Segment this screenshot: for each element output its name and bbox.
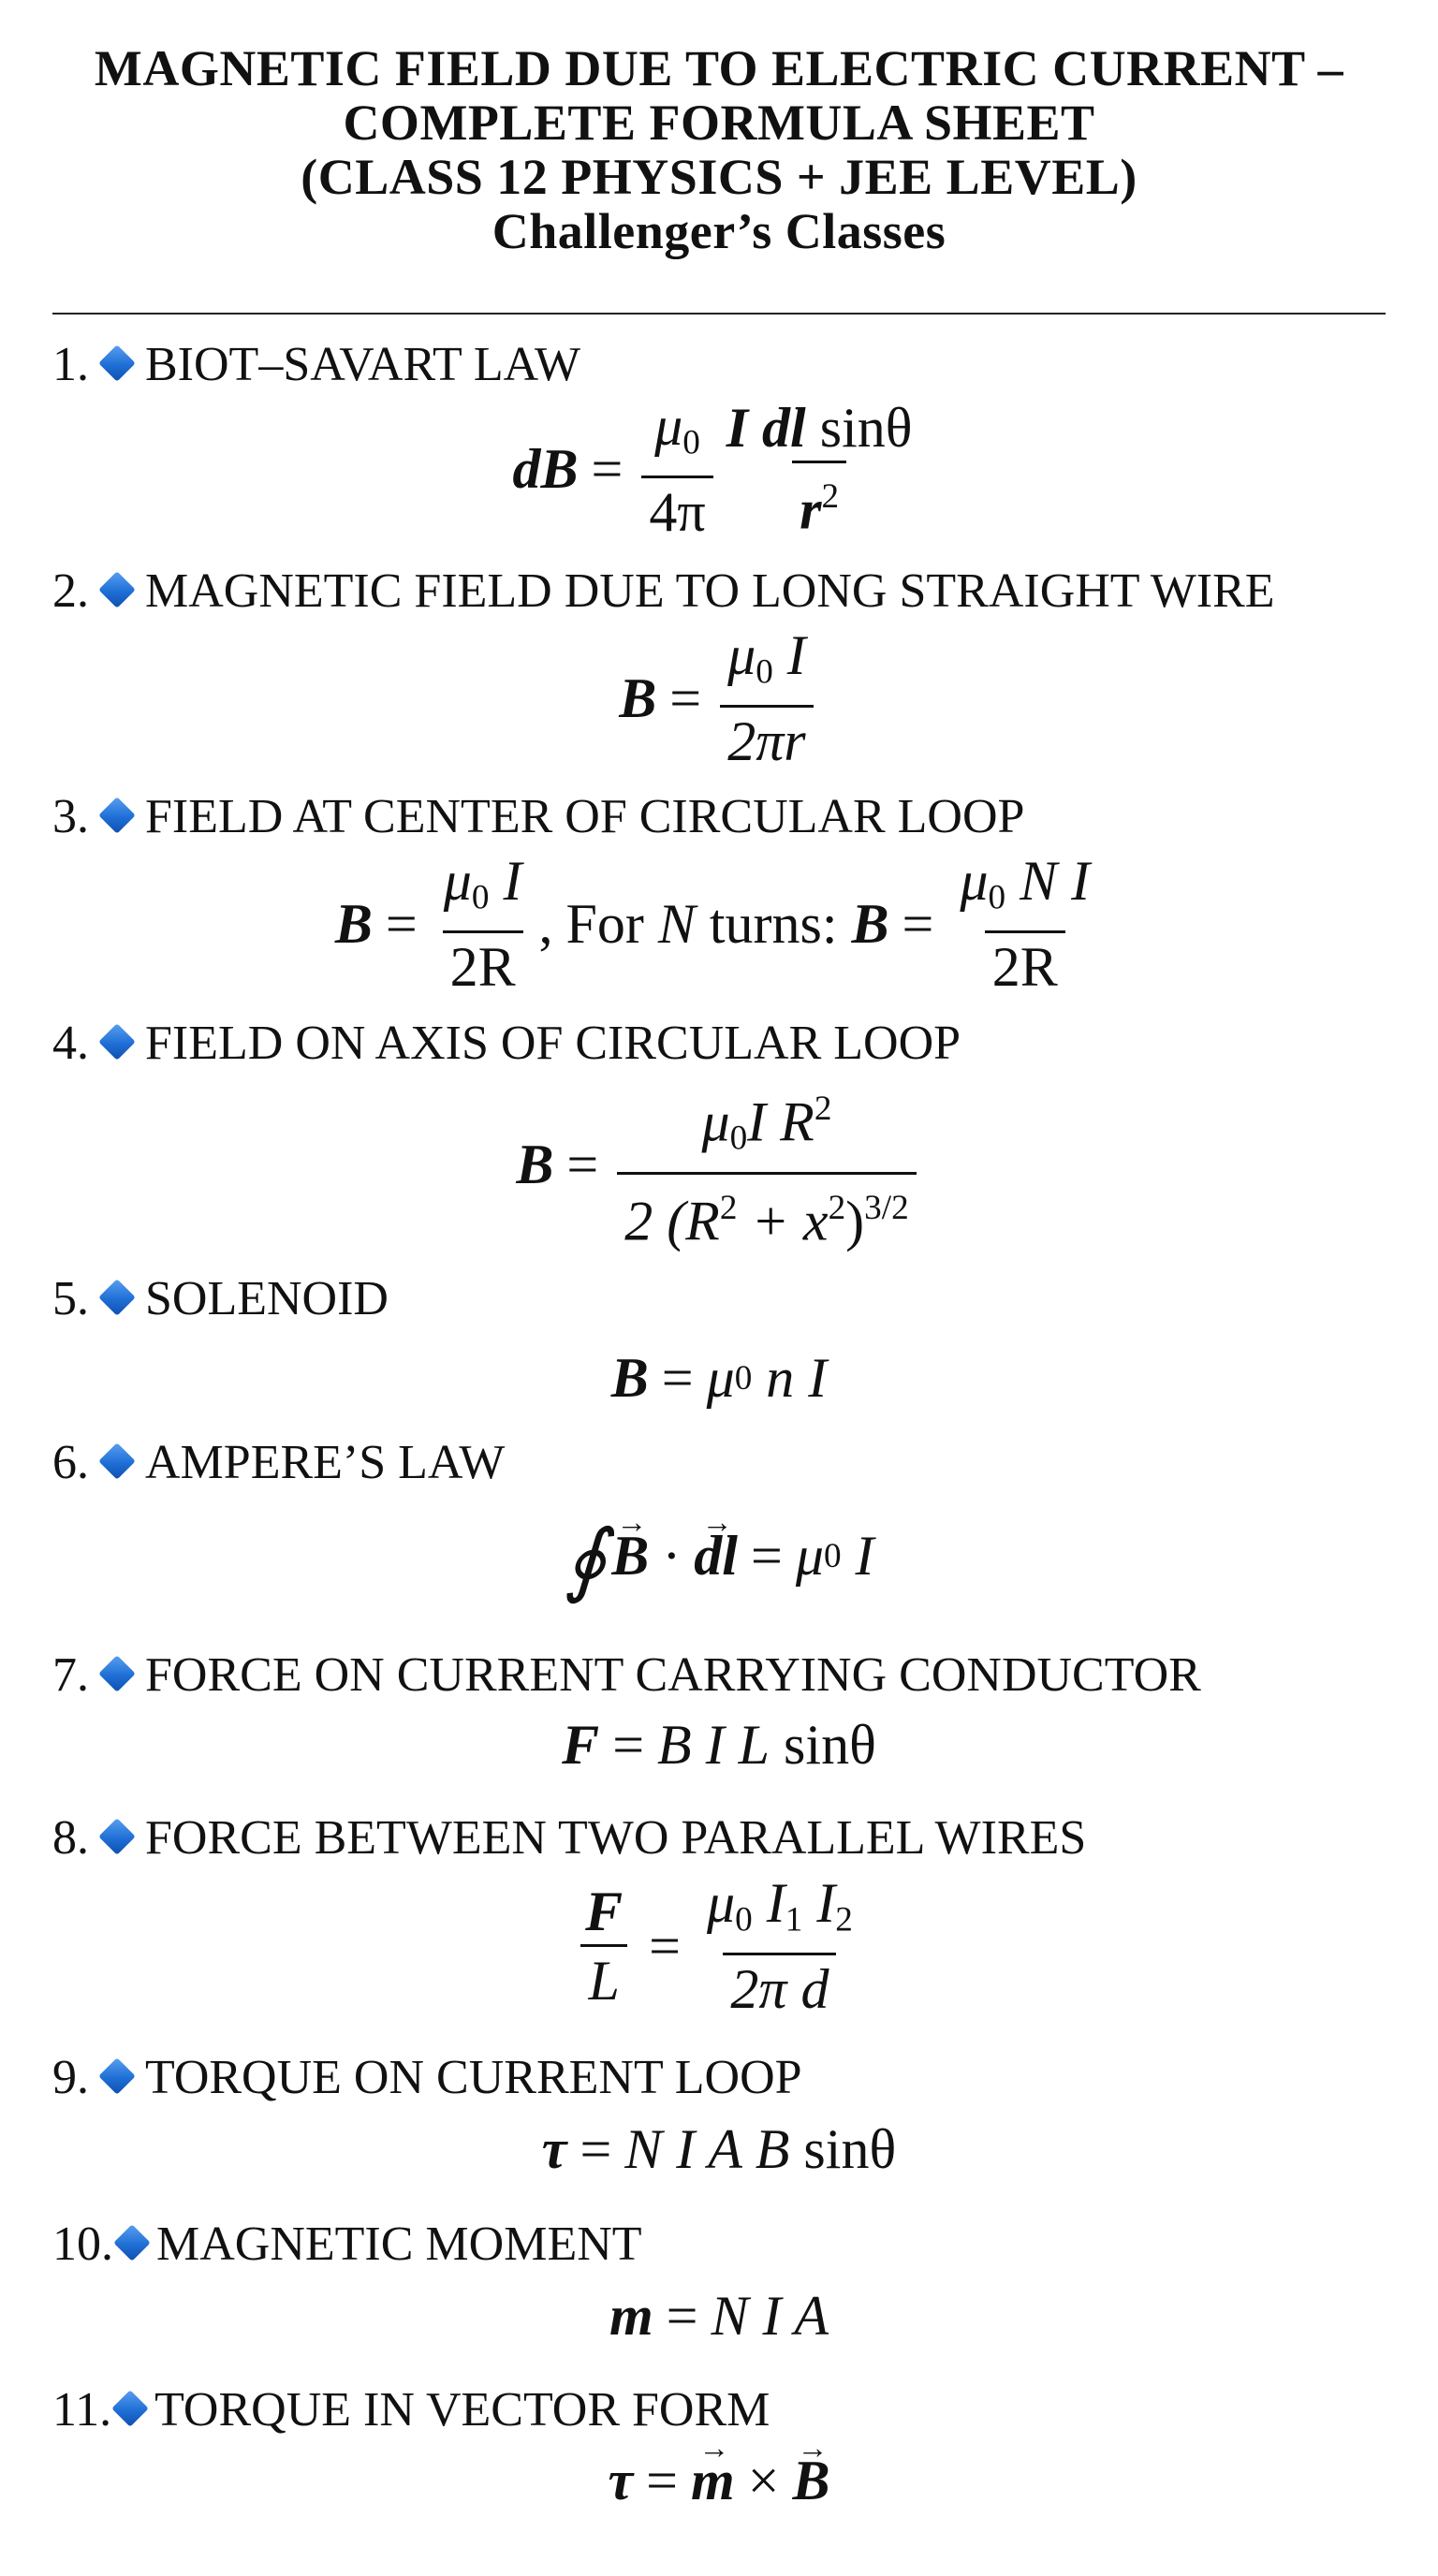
formula-text: F	[562, 1714, 600, 1776]
title-line-3: (CLASS 12 PHYSICS + JEE LEVEL)	[301, 149, 1137, 205]
formula-text: )	[845, 1189, 865, 1251]
formula-text: + x	[737, 1189, 829, 1251]
section-number: 8.	[52, 1811, 89, 1865]
section-title: FIELD AT CENTER OF CIRCULAR LOOP	[145, 790, 1025, 843]
formula-text: 3/2	[864, 1188, 909, 1227]
diamond-bullet-icon	[98, 1442, 136, 1480]
formula-text: m →	[691, 2449, 735, 2513]
formula-text: 1	[785, 1900, 803, 1939]
formula-text: B	[851, 893, 889, 956]
section-5-heading	[52, 1271, 389, 1327]
formula-text: dl →	[694, 1524, 738, 1588]
formula-text: I	[503, 850, 522, 912]
formula-text: 2	[821, 477, 840, 517]
formula-text: B	[619, 667, 657, 730]
formula-text: =	[566, 1134, 599, 1196]
formula-torque-vector	[0, 2449, 1438, 2513]
formula-text: sinθ	[819, 397, 913, 460]
section-title: TORQUE IN VECTOR FORM	[154, 2383, 770, 2437]
formula-text: τ	[608, 2450, 634, 2511]
fraction	[617, 1076, 916, 1254]
formula-text: μ	[443, 850, 472, 912]
formula-text: μ	[706, 1347, 735, 1409]
formula-text: =	[646, 2450, 678, 2511]
formula-text: 0	[682, 423, 700, 462]
formula-text: =	[666, 2285, 698, 2347]
formula-text: τ	[541, 2118, 567, 2180]
formula-text: 0	[988, 878, 1006, 917]
formula-text: ,	[538, 893, 553, 956]
formula-text: n I	[766, 1347, 828, 1409]
formula-text: F	[585, 1881, 624, 1943]
section-number: 10.	[52, 2217, 113, 2271]
formula-text: =	[612, 1714, 645, 1776]
formula-text: turns:	[709, 893, 838, 956]
diamond-bullet-icon	[98, 1023, 136, 1061]
section-number: 6.	[52, 1436, 89, 1489]
formula-text: N	[657, 893, 696, 956]
formula-text: B	[516, 1134, 554, 1196]
formula-ampere	[0, 1509, 1438, 1603]
fraction	[952, 848, 1097, 1001]
formula-text: 0	[729, 1119, 748, 1158]
formula-text: =	[661, 1347, 694, 1409]
formula-circular-center	[0, 848, 1438, 1001]
formula-text: N I	[1020, 850, 1091, 912]
section-9-heading	[52, 2050, 802, 2106]
formula-text: 0	[823, 1536, 842, 1575]
section-number: 2.	[52, 564, 89, 618]
formula-text: I	[786, 624, 806, 686]
section-2-heading	[52, 564, 1275, 620]
formula-text: μ	[707, 1872, 736, 1934]
section-title: MAGNETIC MOMENT	[156, 2217, 642, 2271]
formula-circular-axis	[0, 1076, 1438, 1254]
formula-text: =	[580, 2118, 612, 2180]
section-6-heading	[52, 1435, 505, 1491]
formula-text: 2 (R	[624, 1189, 720, 1251]
section-title: TORQUE ON CURRENT LOOP	[145, 2051, 802, 2104]
fraction	[641, 393, 712, 546]
formula-text: =	[385, 893, 418, 956]
formula-text: =	[669, 667, 702, 730]
section-number: 11.	[52, 2383, 112, 2437]
section-number: 4.	[52, 1017, 89, 1070]
section-title: BIOT–SAVART LAW	[145, 338, 581, 391]
formula-parallel-wires	[0, 1870, 1438, 2023]
formula-text: B I L	[657, 1714, 770, 1776]
section-number: 1.	[52, 338, 89, 391]
section-number: 5.	[52, 1272, 89, 1325]
section-title: FORCE BETWEEN TWO PARALLEL WIRES	[145, 1811, 1087, 1865]
section-number: 9.	[52, 2051, 89, 2104]
title-line-4: Challenger’s Classes	[492, 203, 946, 259]
fraction	[436, 848, 530, 1001]
diamond-bullet-icon	[98, 1279, 136, 1316]
section-title: FORCE ON CURRENT CARRYING CONDUCTOR	[145, 1648, 1201, 1702]
formula-text: 2πr	[727, 710, 806, 773]
formula-text: 4π	[649, 481, 706, 544]
formula-text: dB	[512, 438, 579, 501]
fraction	[719, 395, 920, 543]
formula-text: I dl	[726, 397, 806, 460]
formula-text: =	[902, 893, 934, 956]
section-title: SOLENOID	[145, 1272, 389, 1325]
fraction	[720, 622, 814, 775]
section-7-heading	[52, 1647, 1201, 1704]
formula-text: I	[855, 1524, 874, 1587]
diamond-bullet-icon	[98, 797, 136, 834]
header-divider	[52, 313, 1386, 315]
diamond-bullet-icon	[98, 1818, 136, 1855]
formula-text: B →	[611, 1524, 649, 1588]
formula-text: sinθ	[784, 1714, 876, 1776]
formula-text: 0	[734, 1359, 753, 1398]
formula-text: 2	[719, 1188, 738, 1227]
section-title: FIELD ON AXIS OF CIRCULAR LOOP	[145, 1017, 961, 1070]
formula-text: =	[750, 1524, 783, 1587]
formula-text: μ	[654, 395, 683, 457]
formula-text: 2π d	[730, 1958, 829, 2021]
formula-text: N I A	[711, 2285, 829, 2347]
section-8-heading	[52, 1810, 1086, 1866]
formula-text: 0	[471, 878, 490, 917]
section-10-heading	[52, 2217, 642, 2273]
formula-text: 2R	[991, 936, 1058, 999]
formula-text: ·	[662, 1524, 682, 1587]
diamond-bullet-icon	[98, 2057, 136, 2095]
formula-solenoid	[0, 1346, 1438, 1411]
formula-torque-loop	[0, 2117, 1438, 2182]
formula-text: ×	[747, 2450, 780, 2511]
formula-text: I	[766, 1872, 785, 1934]
formula-force-conductor	[0, 1713, 1438, 1778]
formula-text: μ	[701, 1090, 730, 1153]
formula-biot-savart	[0, 393, 1438, 546]
formula-text: B →	[792, 2449, 829, 2513]
contour-integral-symbol: ∮	[564, 1515, 607, 1604]
formula-text: =	[649, 1915, 681, 1978]
diamond-bullet-icon	[98, 571, 136, 608]
formula-text: μ	[727, 624, 756, 686]
formula-text: N I A B	[624, 2118, 790, 2180]
section-title: AMPERE’S LAW	[145, 1436, 506, 1489]
section-title: MAGNETIC FIELD DUE TO LONG STRAIGHT WIRE	[145, 564, 1275, 618]
formula-text: B	[610, 1347, 649, 1409]
section-number: 7.	[52, 1648, 89, 1702]
formula-text: L	[588, 1950, 620, 2012]
formula-text: r	[800, 478, 822, 541]
title-line-1: MAGNETIC FIELD DUE TO ELECTRIC CURRENT –	[94, 40, 1344, 96]
formula-magnetic-moment	[0, 2284, 1438, 2349]
fraction	[578, 1879, 630, 2014]
section-number: 3.	[52, 790, 89, 843]
formula-text: sinθ	[803, 2118, 897, 2180]
formula-text: μ	[795, 1524, 824, 1587]
formula-text: 2	[835, 1900, 853, 1939]
formula-text: I R	[747, 1090, 814, 1153]
diamond-bullet-icon	[113, 2224, 151, 2261]
formula-text: 2	[828, 1188, 846, 1227]
formula-text: I	[816, 1872, 836, 1934]
formula-text: 2	[814, 1090, 832, 1128]
section-4-heading	[52, 1016, 961, 1072]
formula-text: 0	[735, 1900, 753, 1939]
section-1-heading	[52, 337, 580, 393]
formula-text: 2R	[449, 936, 516, 999]
formula-text: m	[609, 2285, 653, 2347]
formula-text: For	[565, 893, 644, 956]
fraction	[699, 1870, 860, 2023]
diamond-bullet-icon	[98, 344, 136, 382]
sheet-header	[0, 41, 1438, 258]
diamond-bullet-icon	[98, 1655, 136, 1692]
formula-text: =	[591, 438, 624, 501]
formula-straight-wire	[0, 622, 1438, 775]
title-line-2: COMPLETE FORMULA SHEET	[343, 95, 1095, 151]
section-11-heading	[52, 2382, 770, 2438]
diamond-bullet-icon	[111, 2390, 149, 2427]
formula-text: B	[334, 893, 373, 956]
formula-text: 0	[756, 652, 773, 692]
section-3-heading	[52, 789, 1024, 845]
formula-text: μ	[960, 850, 989, 912]
